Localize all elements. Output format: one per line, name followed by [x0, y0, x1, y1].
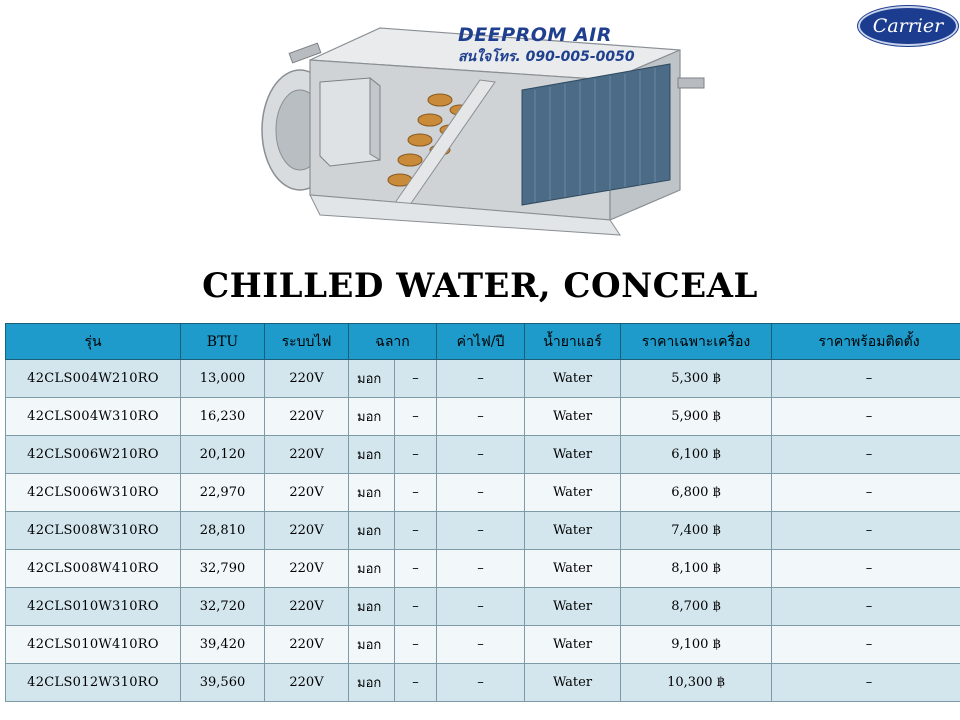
cell-mok: มอก	[349, 664, 395, 702]
cell-installed-price: –	[772, 360, 960, 398]
table-row	[6, 664, 960, 702]
cell-power: 220V	[265, 436, 349, 474]
cell-label-dash: –	[395, 398, 437, 436]
cell-label-dash: –	[395, 626, 437, 664]
cell-btu: 32,720	[181, 588, 265, 626]
cell-label-dash: –	[395, 550, 437, 588]
cell-refrigerant: Water	[525, 398, 621, 436]
cell-model: 42CLS006W210RO	[6, 436, 181, 474]
cell-installed-price: –	[772, 550, 960, 588]
cell-installed-price: –	[772, 474, 960, 512]
cell-model: 42CLS008W310RO	[6, 512, 181, 550]
cell-btu: 16,230	[181, 398, 265, 436]
cell-mok: มอก	[349, 474, 395, 512]
header-power: ระบบไฟ	[265, 324, 349, 360]
cell-mok: มอก	[349, 512, 395, 550]
table-row	[6, 360, 960, 398]
cell-label-dash: –	[395, 588, 437, 626]
cell-btu: 13,000	[181, 360, 265, 398]
cell-power: 220V	[265, 474, 349, 512]
cell-label-dash: –	[395, 664, 437, 702]
cell-mok: มอก	[349, 398, 395, 436]
carrier-logo	[858, 6, 958, 46]
table-row	[6, 550, 960, 588]
table-row	[6, 512, 960, 550]
cell-power: 220V	[265, 512, 349, 550]
price-table	[5, 323, 960, 702]
cell-electricity: –	[437, 626, 525, 664]
cell-electricity: –	[437, 550, 525, 588]
cell-electricity: –	[437, 436, 525, 474]
cell-installed-price: –	[772, 588, 960, 626]
cell-model: 42CLS010W410RO	[6, 626, 181, 664]
header-label: ฉลาก	[349, 324, 437, 360]
cell-unit-price: 5,300 ฿	[621, 360, 772, 398]
cell-label-dash: –	[395, 512, 437, 550]
header-refrigerant: น้ำยาแอร์	[525, 324, 621, 360]
cell-installed-price: –	[772, 664, 960, 702]
cell-refrigerant: Water	[525, 626, 621, 664]
cell-installed-price: –	[772, 436, 960, 474]
cell-mok: มอก	[349, 588, 395, 626]
cell-mok: มอก	[349, 550, 395, 588]
cell-power: 220V	[265, 626, 349, 664]
brand-phone: สนใจโทร. 090-005-0050	[458, 49, 635, 65]
cell-mok: มอก	[349, 436, 395, 474]
cell-installed-price: –	[772, 398, 960, 436]
cell-btu: 39,560	[181, 664, 265, 702]
cell-mok: มอก	[349, 360, 395, 398]
cell-unit-price: 9,100 ฿	[621, 626, 772, 664]
cell-electricity: –	[437, 360, 525, 398]
brand-name: DEEPROM AIR	[458, 24, 612, 46]
table-row	[6, 626, 960, 664]
header-btu: BTU	[181, 324, 265, 360]
cell-installed-price: –	[772, 626, 960, 664]
cell-btu: 22,970	[181, 474, 265, 512]
cell-unit-price: 8,100 ฿	[621, 550, 772, 588]
cell-label-dash: –	[395, 436, 437, 474]
table-header-row	[6, 324, 960, 360]
cell-btu: 32,790	[181, 550, 265, 588]
cell-power: 220V	[265, 664, 349, 702]
cell-model: 42CLS004W310RO	[6, 398, 181, 436]
cell-unit-price: 7,400 ฿	[621, 512, 772, 550]
cell-power: 220V	[265, 398, 349, 436]
cell-btu: 39,420	[181, 626, 265, 664]
cell-power: 220V	[265, 550, 349, 588]
cell-model: 42CLS008W410RO	[6, 550, 181, 588]
cell-model: 42CLS010W310RO	[6, 588, 181, 626]
cell-refrigerant: Water	[525, 512, 621, 550]
cell-refrigerant: Water	[525, 436, 621, 474]
cell-model: 42CLS006W310RO	[6, 474, 181, 512]
table-row	[6, 436, 960, 474]
cell-refrigerant: Water	[525, 588, 621, 626]
page-title: CHILLED WATER, CONCEAL	[202, 266, 758, 306]
header-electricity: ค่าไฟ/ปี	[437, 324, 525, 360]
cell-label-dash: –	[395, 360, 437, 398]
header-installed-price: ราคาพร้อมติดตั้ง	[772, 324, 960, 360]
carrier-logo-text: Carrier	[872, 15, 944, 37]
table-row	[6, 474, 960, 512]
cell-electricity: –	[437, 474, 525, 512]
cell-btu: 20,120	[181, 436, 265, 474]
cell-electricity: –	[437, 664, 525, 702]
cell-unit-price: 10,300 ฿	[621, 664, 772, 702]
table-row	[6, 588, 960, 626]
cell-refrigerant: Water	[525, 474, 621, 512]
cell-btu: 28,810	[181, 512, 265, 550]
table-row	[6, 398, 960, 436]
cell-electricity: –	[437, 588, 525, 626]
cell-installed-price: –	[772, 512, 960, 550]
cell-unit-price: 6,800 ฿	[621, 474, 772, 512]
cell-mok: มอก	[349, 626, 395, 664]
product-hero	[0, 0, 960, 270]
cell-electricity: –	[437, 398, 525, 436]
cell-refrigerant: Water	[525, 664, 621, 702]
header-unit-price: ราคาเฉพาะเครื่อง	[621, 324, 772, 360]
cell-unit-price: 5,900 ฿	[621, 398, 772, 436]
cell-power: 220V	[265, 588, 349, 626]
cell-model: 42CLS012W310RO	[6, 664, 181, 702]
cell-unit-price: 8,700 ฿	[621, 588, 772, 626]
cell-electricity: –	[437, 512, 525, 550]
cell-power: 220V	[265, 360, 349, 398]
cell-model: 42CLS004W210RO	[6, 360, 181, 398]
header-model: รุ่น	[6, 324, 181, 360]
cell-refrigerant: Water	[525, 550, 621, 588]
cell-unit-price: 6,100 ฿	[621, 436, 772, 474]
cell-refrigerant: Water	[525, 360, 621, 398]
cell-label-dash: –	[395, 474, 437, 512]
